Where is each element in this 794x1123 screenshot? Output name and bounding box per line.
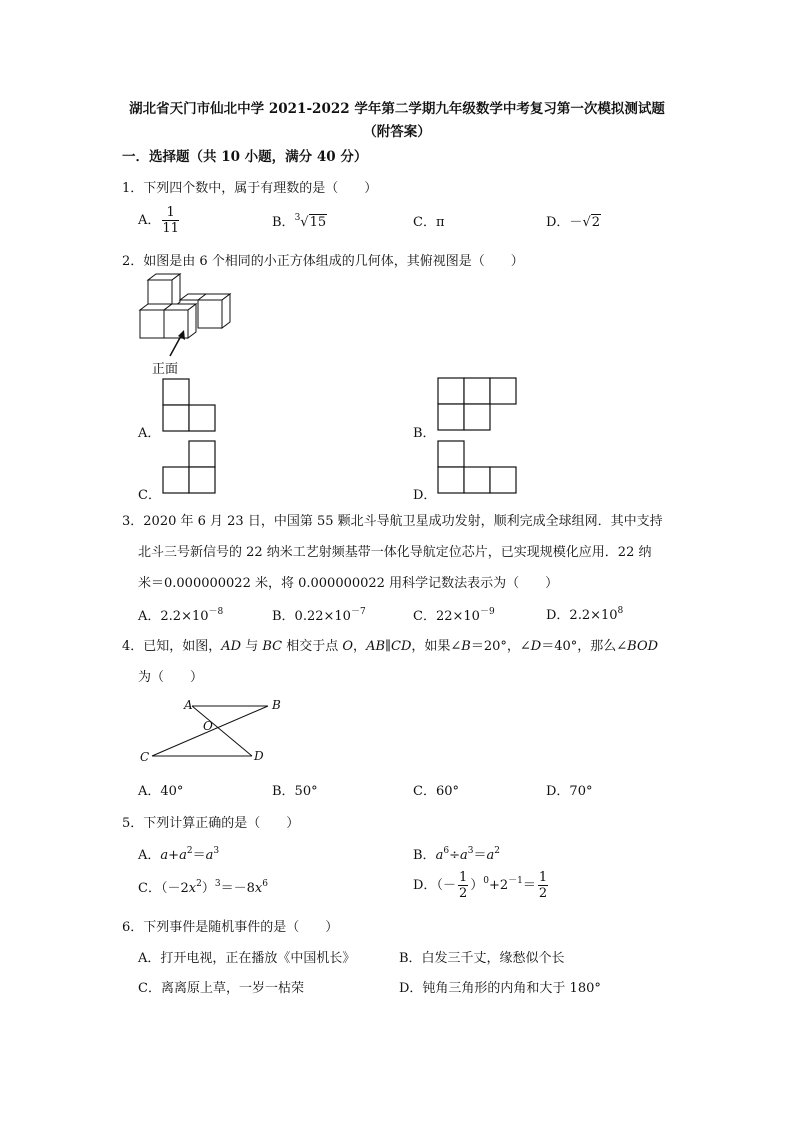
question-4-option-a: A．40° xyxy=(138,784,184,799)
question-6-stem: 6．下列事件是随机事件的是（ ） xyxy=(122,920,339,935)
question-5-option-d: D．（－ $\frac{1}{2}$ ）$^0+2^{-1}=$ $\frac{1}{2}$ xyxy=(413,870,548,901)
point-a-label: A xyxy=(184,698,193,712)
question-2-option-c-figure xyxy=(163,441,219,497)
question-1-stem: 1．下列四个数中，属于有理数的是（ ） xyxy=(122,181,378,196)
question-2-option-a-figure xyxy=(163,379,217,433)
question-6-option-a: A．打开电视，正在播放《中国机长》 xyxy=(138,951,356,966)
question-5-option-b: B．$a^6\div a^3=a^2$ xyxy=(413,846,500,863)
question-4-line-2: 为（ ） xyxy=(138,670,204,685)
question-3-option-b: B．$0.22\times 10^{-7}$ xyxy=(272,607,366,624)
question-4-option-b: B．50° xyxy=(272,784,318,799)
question-6-option-b: B．白发三千丈，缘愁似个长 xyxy=(399,951,565,966)
point-c-label: C xyxy=(140,750,150,764)
question-5-option-c: C．$(-2x^2)^3=-8x^6$ xyxy=(138,879,268,896)
document-title: 湖北省天门市仙北中学 2021-2022 学年第二学期九年级数学中考复习第一次模拟测试题 xyxy=(129,101,665,117)
question-2-option-b-label: B． xyxy=(413,426,436,441)
question-6-option-c: C．离离原上草，一岁一枯荣 xyxy=(138,981,304,996)
question-6-option-d: D．钝角三角形的内角和大于 180° xyxy=(399,981,601,996)
front-arrow xyxy=(160,330,190,360)
point-o-label: O xyxy=(203,719,213,733)
question-3-line-3: 米＝0.000000022 米，将 0.000000022 用科学记数法表示为（ ） xyxy=(138,576,559,591)
point-d-label: D xyxy=(254,749,264,763)
question-1-option-c: C．π xyxy=(413,215,445,230)
question-4-line-1: 4．已知，如图，AD 与 BC 相交于点 O，AB∥CD，如果∠B＝20°，∠D＝40°，那么∠BOD xyxy=(122,639,659,654)
question-2-option-d-figure xyxy=(438,441,518,497)
question-2-option-c-label: C． xyxy=(138,488,161,503)
question-4-option-c: C．60° xyxy=(413,784,459,799)
front-label: 正面 xyxy=(152,362,179,377)
question-4-option-d: D．70° xyxy=(546,784,593,799)
question-2-stem: 2．如图是由 6 个相同的小正方体组成的几何体，其俯视图是（ ） xyxy=(122,254,524,269)
question-3-option-a: A．$2.2\times 10^{-8}$ xyxy=(138,607,224,624)
question-3-option-c: C．$22\times 10^{-9}$ xyxy=(413,607,495,624)
question-3-option-d: D．$2.2\times 10^8$ xyxy=(546,606,624,623)
question-5-stem: 5．下列计算正确的是（ ） xyxy=(122,816,300,831)
question-3-line-1: 3．2020 年 6 月 23 日，中国第 55 颗北斗导航卫星成功发射，顺利完成全球组网．其中支持 xyxy=(122,514,663,529)
question-1-option-d: D．－√2 xyxy=(546,215,601,230)
section-heading: 一．选择题（共 10 小题，满分 40 分） xyxy=(122,149,368,165)
question-1-option-b: B．$^3$√15 xyxy=(272,213,327,230)
question-1-option-a: A． $\frac{1}{11}$ xyxy=(138,205,179,236)
point-b-label: B xyxy=(272,698,281,712)
question-2-option-d-label: D． xyxy=(413,488,437,503)
document-subtitle: （附答案） xyxy=(363,124,431,140)
question-5-option-a: A．$a+a^2=a^3$ xyxy=(138,846,220,863)
question-3-line-2: 北斗三号新信号的 22 纳米工艺射频基带一体化导航定位芯片，已实现规模化应用．22 纳 xyxy=(138,545,652,560)
question-2-option-a-label: A． xyxy=(138,426,161,441)
question-2-option-b-figure xyxy=(438,378,518,432)
